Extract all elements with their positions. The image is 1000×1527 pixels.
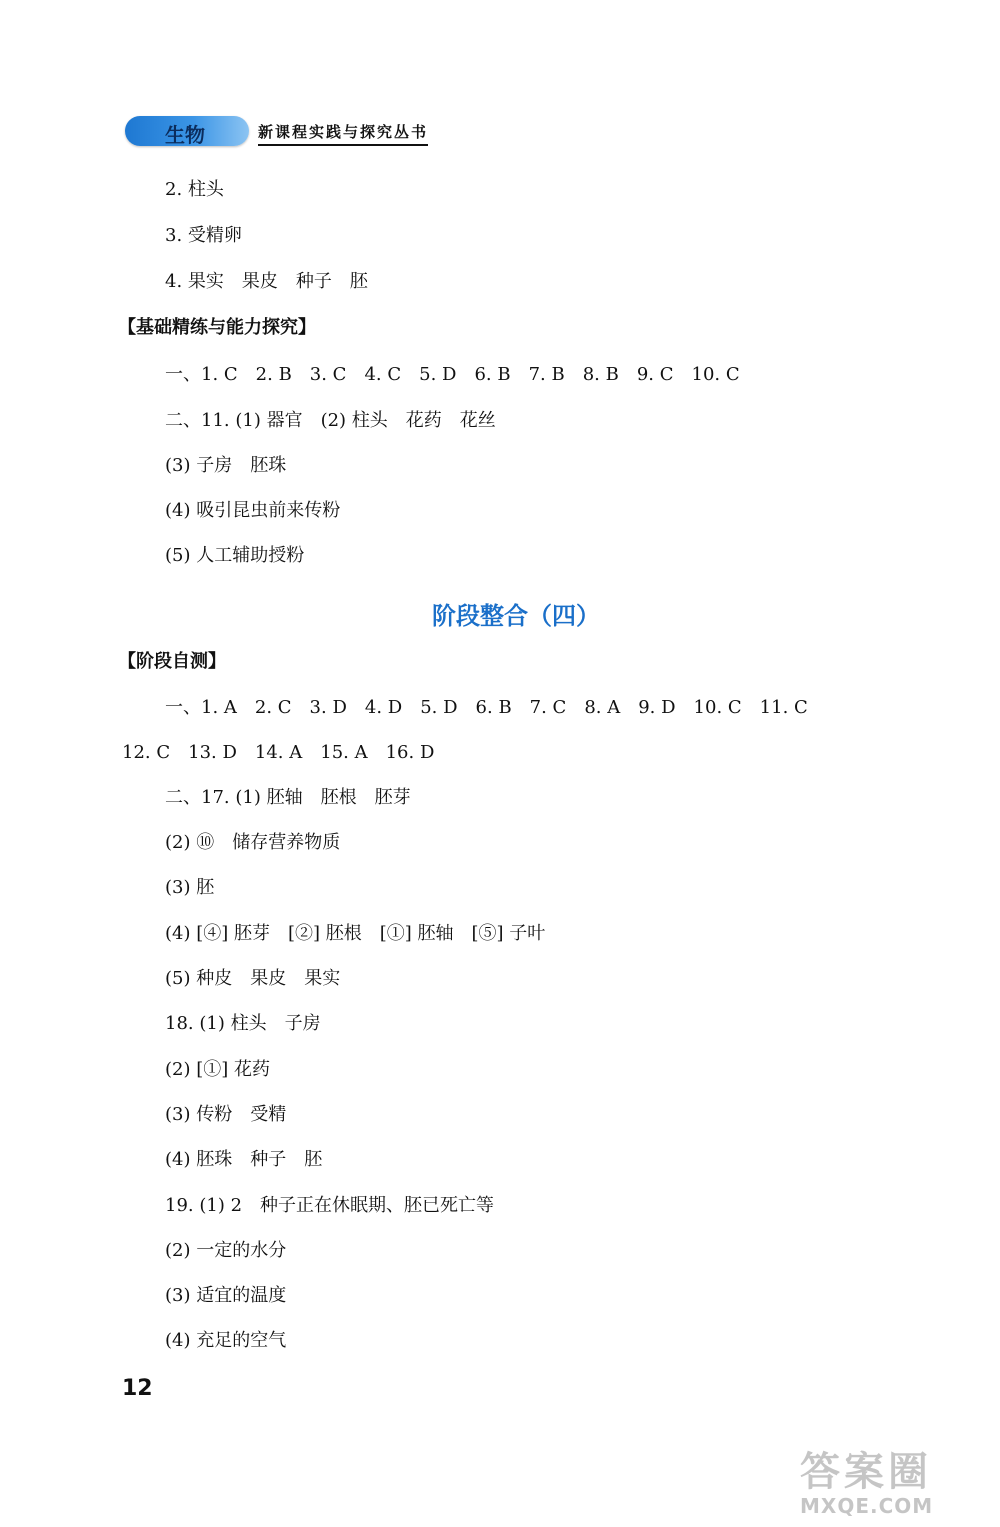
- answer-line: 一、1. C 2. B 3. C 4. C 5. D 6. B 7. B 8. B 9. C 10. C: [165, 364, 740, 385]
- answer-line: 一、1. A 2. C 3. D 4. D 5. D 6. B 7. C 8. A 9. D 10. C 11. C: [165, 697, 808, 718]
- watermark-logo: [800, 1450, 990, 1524]
- answer-line: (4) 充足的空气: [165, 1330, 287, 1351]
- answer-line: (4) [④] 胚芽 [②] 胚根 [①] 胚轴 [⑤] 子叶: [165, 923, 546, 944]
- answer-line: (2) ⑩ 储存营养物质: [165, 832, 341, 853]
- watermark-text: 答案圈: [800, 1449, 932, 1495]
- section-heading-basic-practice: 【基础精练与能力探究】: [118, 317, 316, 338]
- subject-label: 生物: [165, 123, 205, 147]
- answer-line: (5) 种皮 果皮 果实: [165, 968, 341, 989]
- answer-line: (4) 吸引昆虫前来传粉: [165, 500, 341, 521]
- answer-line: (3) 胚: [165, 877, 215, 898]
- answer-line: (3) 适宜的温度: [165, 1285, 287, 1306]
- section-heading-self-test: 【阶段自测】: [118, 651, 226, 672]
- answer-line: (5) 人工辅助授粉: [165, 545, 305, 566]
- page-number: 12: [122, 1376, 153, 1401]
- answer-line: 2. 柱头: [165, 179, 224, 200]
- answer-line: 18. (1) 柱头 子房: [165, 1013, 321, 1034]
- answer-line: (3) 传粉 受精: [165, 1104, 287, 1125]
- watermark-url: MXQE.COM: [800, 1494, 934, 1518]
- answer-line: (3) 子房 胚珠: [165, 455, 287, 476]
- answer-line: (2) [①] 花药: [165, 1059, 270, 1080]
- answer-line: 4. 果实 果皮 种子 胚: [165, 271, 368, 292]
- stage-title: 阶段整合（四）: [432, 602, 600, 630]
- answer-line: 二、11. (1) 器官 (2) 柱头 花药 花丝: [165, 410, 496, 431]
- answer-line: (2) 一定的水分: [165, 1240, 287, 1261]
- answer-line: 二、17. (1) 胚轴 胚根 胚芽: [165, 787, 411, 808]
- answer-line: (4) 胚珠 种子 胚: [165, 1149, 323, 1170]
- series-title: 新课程实践与探究丛书: [258, 121, 428, 146]
- subject-tab: [125, 116, 249, 146]
- answer-line: 3. 受精卵: [165, 225, 242, 246]
- answer-line: 12. C 13. D 14. A 15. A 16. D: [122, 742, 435, 763]
- answer-line: 19. (1) 2 种子正在休眠期、胚已死亡等: [165, 1195, 495, 1216]
